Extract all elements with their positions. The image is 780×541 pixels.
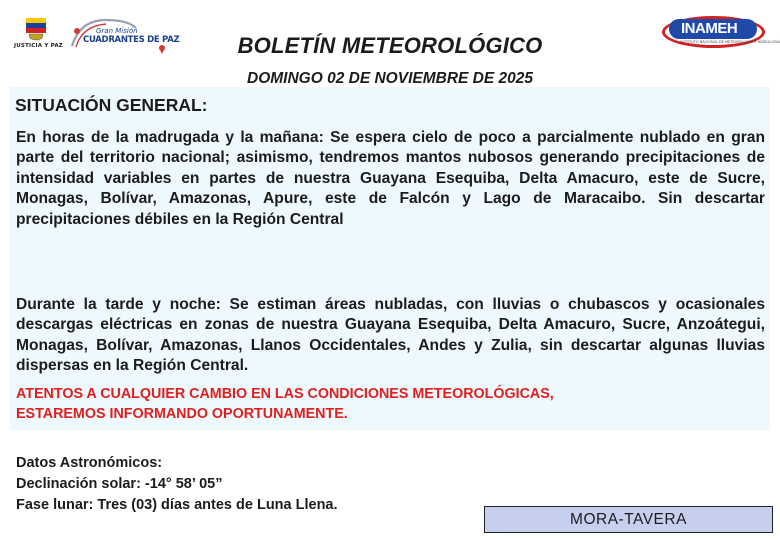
mission-logo-line2: CUADRANTES DE PAZ: [83, 35, 180, 45]
afternoon-forecast: Durante la tarde y noche: Se estiman áreas nubladas, con lluvias o chubascos y ocasionales descargas eléctricas en zonas de nuestra Guayana Esequiba, Delta Amacuro, Sucre, Anzoátegui, Monagas, Bolívar, Amazonas, Llanos Occidentales, Andes y Zulia, sin descartar algunas lluvias dispersas en la Región Central.: [16, 296, 765, 375]
mission-logo-line1: Gran Misión: [96, 27, 138, 35]
moon-phase: Fase lunar: Tres (03) días antes de Luna Llena.: [16, 497, 338, 513]
situation-heading: SITUACIÓN GENERAL:: [15, 95, 208, 115]
inameh-logo-text: INAMEH: [681, 20, 738, 37]
astronomical-heading: Datos Astronómicos:: [16, 455, 163, 471]
justicia-y-paz-caption: JUSTICIA Y PAZ: [14, 43, 63, 49]
alert-line-2: ESTAREMOS INFORMANDO OPORTUNAMENTE.: [16, 406, 348, 422]
situation-panel: [10, 87, 770, 430]
bulletin-date: DOMINGO 02 DE NOVIEMBRE DE 2025: [247, 70, 533, 87]
alert-line-1: ATENTOS A CUALQUIER CAMBIO EN LAS CONDICIONES METEOROLÓGICAS,: [16, 386, 554, 402]
inameh-logo-subtext: INSTITUTO NACIONAL DE METEOROLOGÍA E HIDROLOGÍA: [680, 40, 780, 44]
bulletin-title: BOLETÍN METEOROLÓGICO: [237, 33, 543, 58]
author-box: MORA-TAVERA: [484, 506, 773, 533]
morning-forecast: En horas de la madrugada y la mañana: Se espera cielo de poco a parcialmente nublado en gran parte del territorio nacional; asimismo, tendremos mantos nubosos generando precipitaciones de intensidad variables en partes de nuestra Guayana Esequiba, Delta Amacuro, este de Sucre, Monagas, Bolívar, Amazonas, Apure, este de Falcón y Lago de Maracaibo. Sin descartar precipitaciones débiles en la Región Central: [16, 129, 765, 228]
solar-declination: Declinación solar: -14° 58’ 05”: [16, 476, 223, 492]
